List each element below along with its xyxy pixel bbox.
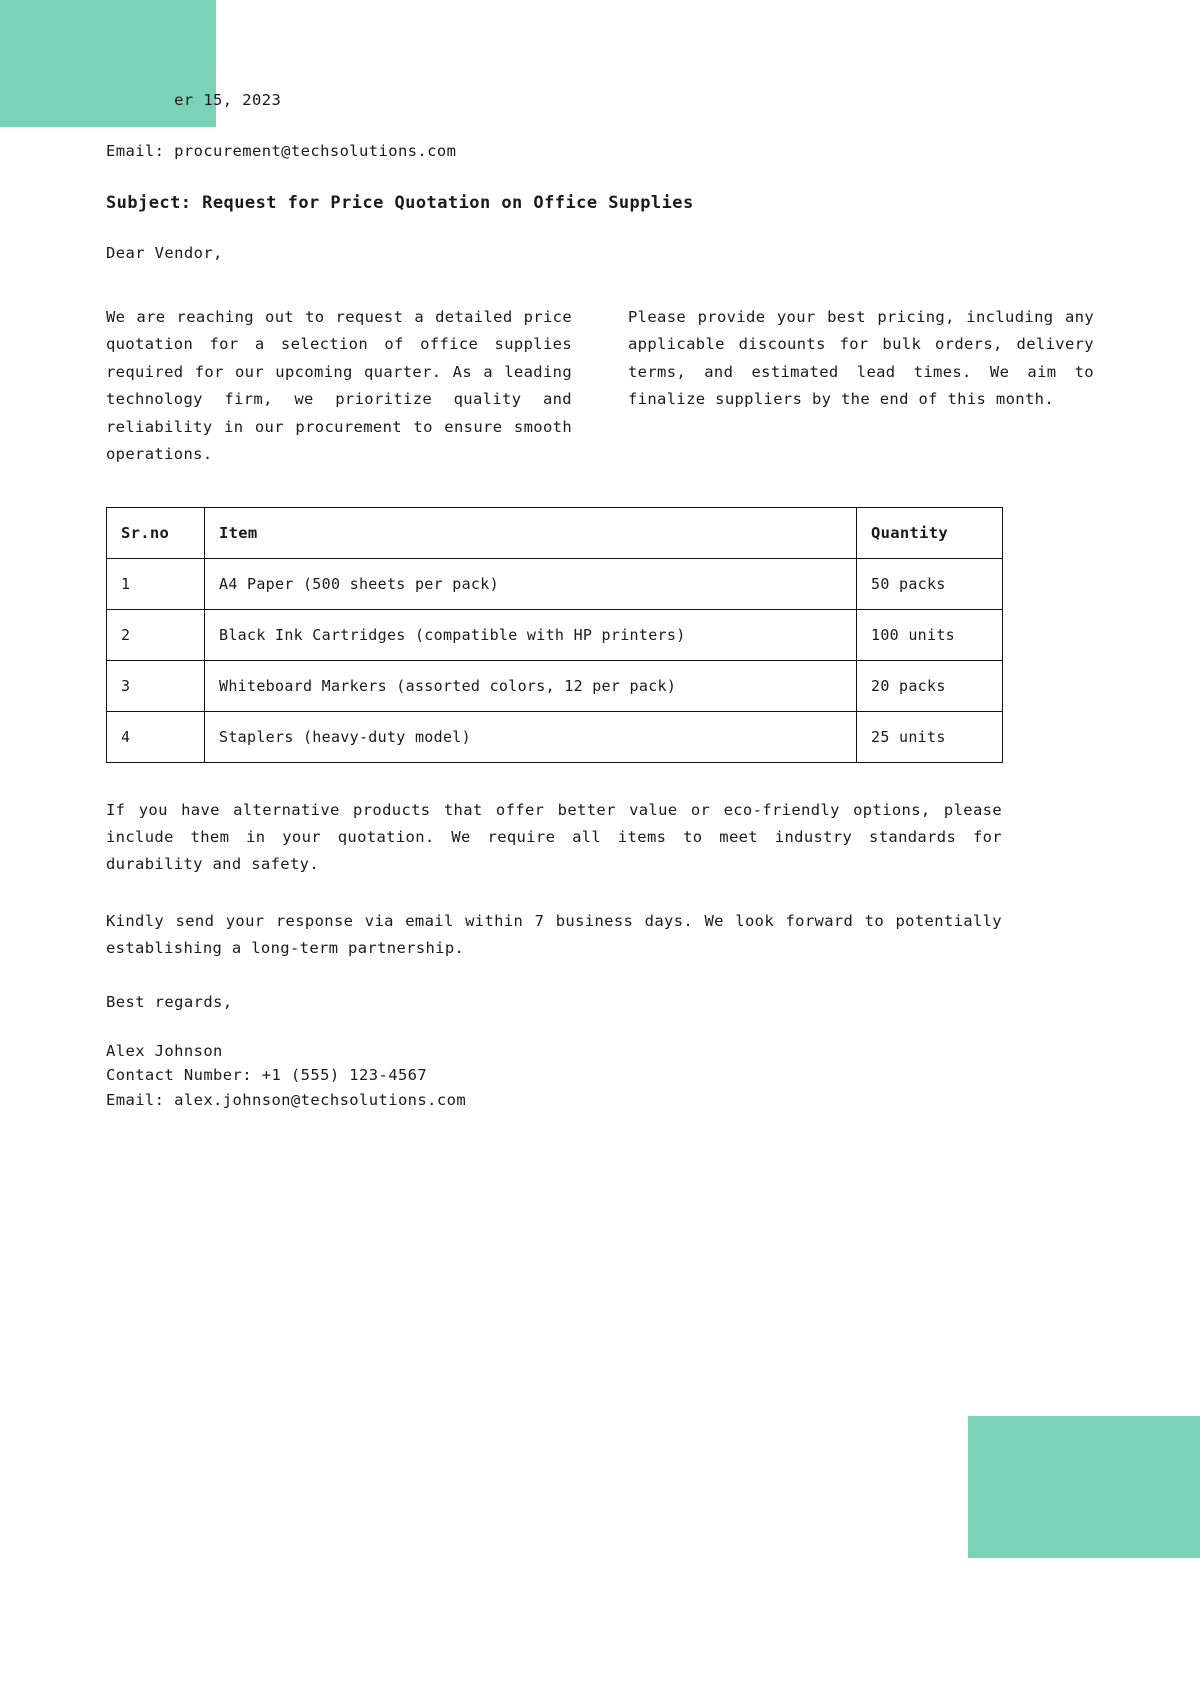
signature-block bbox=[106, 1011, 1094, 1112]
column-header-sr-no: Sr.no bbox=[107, 507, 205, 558]
closing-salutation: Best regards, bbox=[106, 992, 233, 1011]
items-table-wrapper bbox=[106, 469, 1094, 763]
signature-email: Email: alex.johnson@techsolutions.com bbox=[106, 1090, 467, 1109]
cell-sr-no: 2 bbox=[107, 609, 205, 660]
cell-sr-no: 4 bbox=[107, 711, 205, 762]
cell-quantity: 50 packs bbox=[857, 558, 1003, 609]
letter-date bbox=[106, 0, 1094, 112]
table-row bbox=[107, 711, 1003, 762]
signature-contact-number: Contact Number: +1 (555) 123-4567 bbox=[106, 1066, 428, 1085]
column-header-quantity: Quantity bbox=[857, 507, 1003, 558]
letter-date-visible: er 15, 2023 bbox=[174, 91, 282, 109]
table-row bbox=[107, 558, 1003, 609]
cell-item: Staplers (heavy-duty model) bbox=[205, 711, 857, 762]
table-row bbox=[107, 609, 1003, 660]
cell-item: A4 Paper (500 sheets per pack) bbox=[205, 558, 857, 609]
cell-item: Black Ink Cartridges (compatible with HP printers) bbox=[205, 609, 857, 660]
decorative-accent-block-bottom-right bbox=[968, 1416, 1200, 1558]
intro-paragraph-right: Please provide your best pricing, including any applicable discounts for bulk orders, delivery terms, and estimated lead times. We aim to finalize suppliers by the end of this month. bbox=[628, 308, 1094, 409]
cell-quantity: 25 units bbox=[857, 711, 1003, 762]
alternatives-paragraph: If you have alternative products that offer better value or eco-friendly options, please include them in your quotation. We require all items to meet industry standards for durability and safety. bbox=[106, 800, 1002, 874]
signature-name: Alex Johnson bbox=[106, 1041, 223, 1060]
cell-sr-no: 1 bbox=[107, 558, 205, 609]
cell-sr-no: 3 bbox=[107, 660, 205, 711]
response-paragraph: Kindly send your response via email within 7 business days. We look forward to potentially establishing a long-term partnership. bbox=[106, 911, 1002, 958]
requested-items-table bbox=[106, 507, 1003, 763]
sender-email-line: Email: procurement@techsolutions.com bbox=[106, 142, 457, 161]
cell-item: Whiteboard Markers (assorted colors, 12 per pack) bbox=[205, 660, 857, 711]
table-header-row bbox=[107, 507, 1003, 558]
table-row bbox=[107, 660, 1003, 711]
cell-quantity: 20 packs bbox=[857, 660, 1003, 711]
intro-two-column-block bbox=[106, 262, 1094, 469]
subject-line: Subject: Request for Price Quotation on Office Supplies bbox=[106, 193, 694, 214]
salutation: Dear Vendor, bbox=[106, 244, 223, 263]
column-header-item: Item bbox=[205, 507, 857, 558]
cell-quantity: 100 units bbox=[857, 609, 1003, 660]
intro-paragraph-left: We are reaching out to request a detailed price quotation for a selection of office supplies required for our upcoming quarter. As a leading technology firm, we prioritize quality and reliability in our procurement to ensure smooth operations. bbox=[106, 308, 572, 464]
